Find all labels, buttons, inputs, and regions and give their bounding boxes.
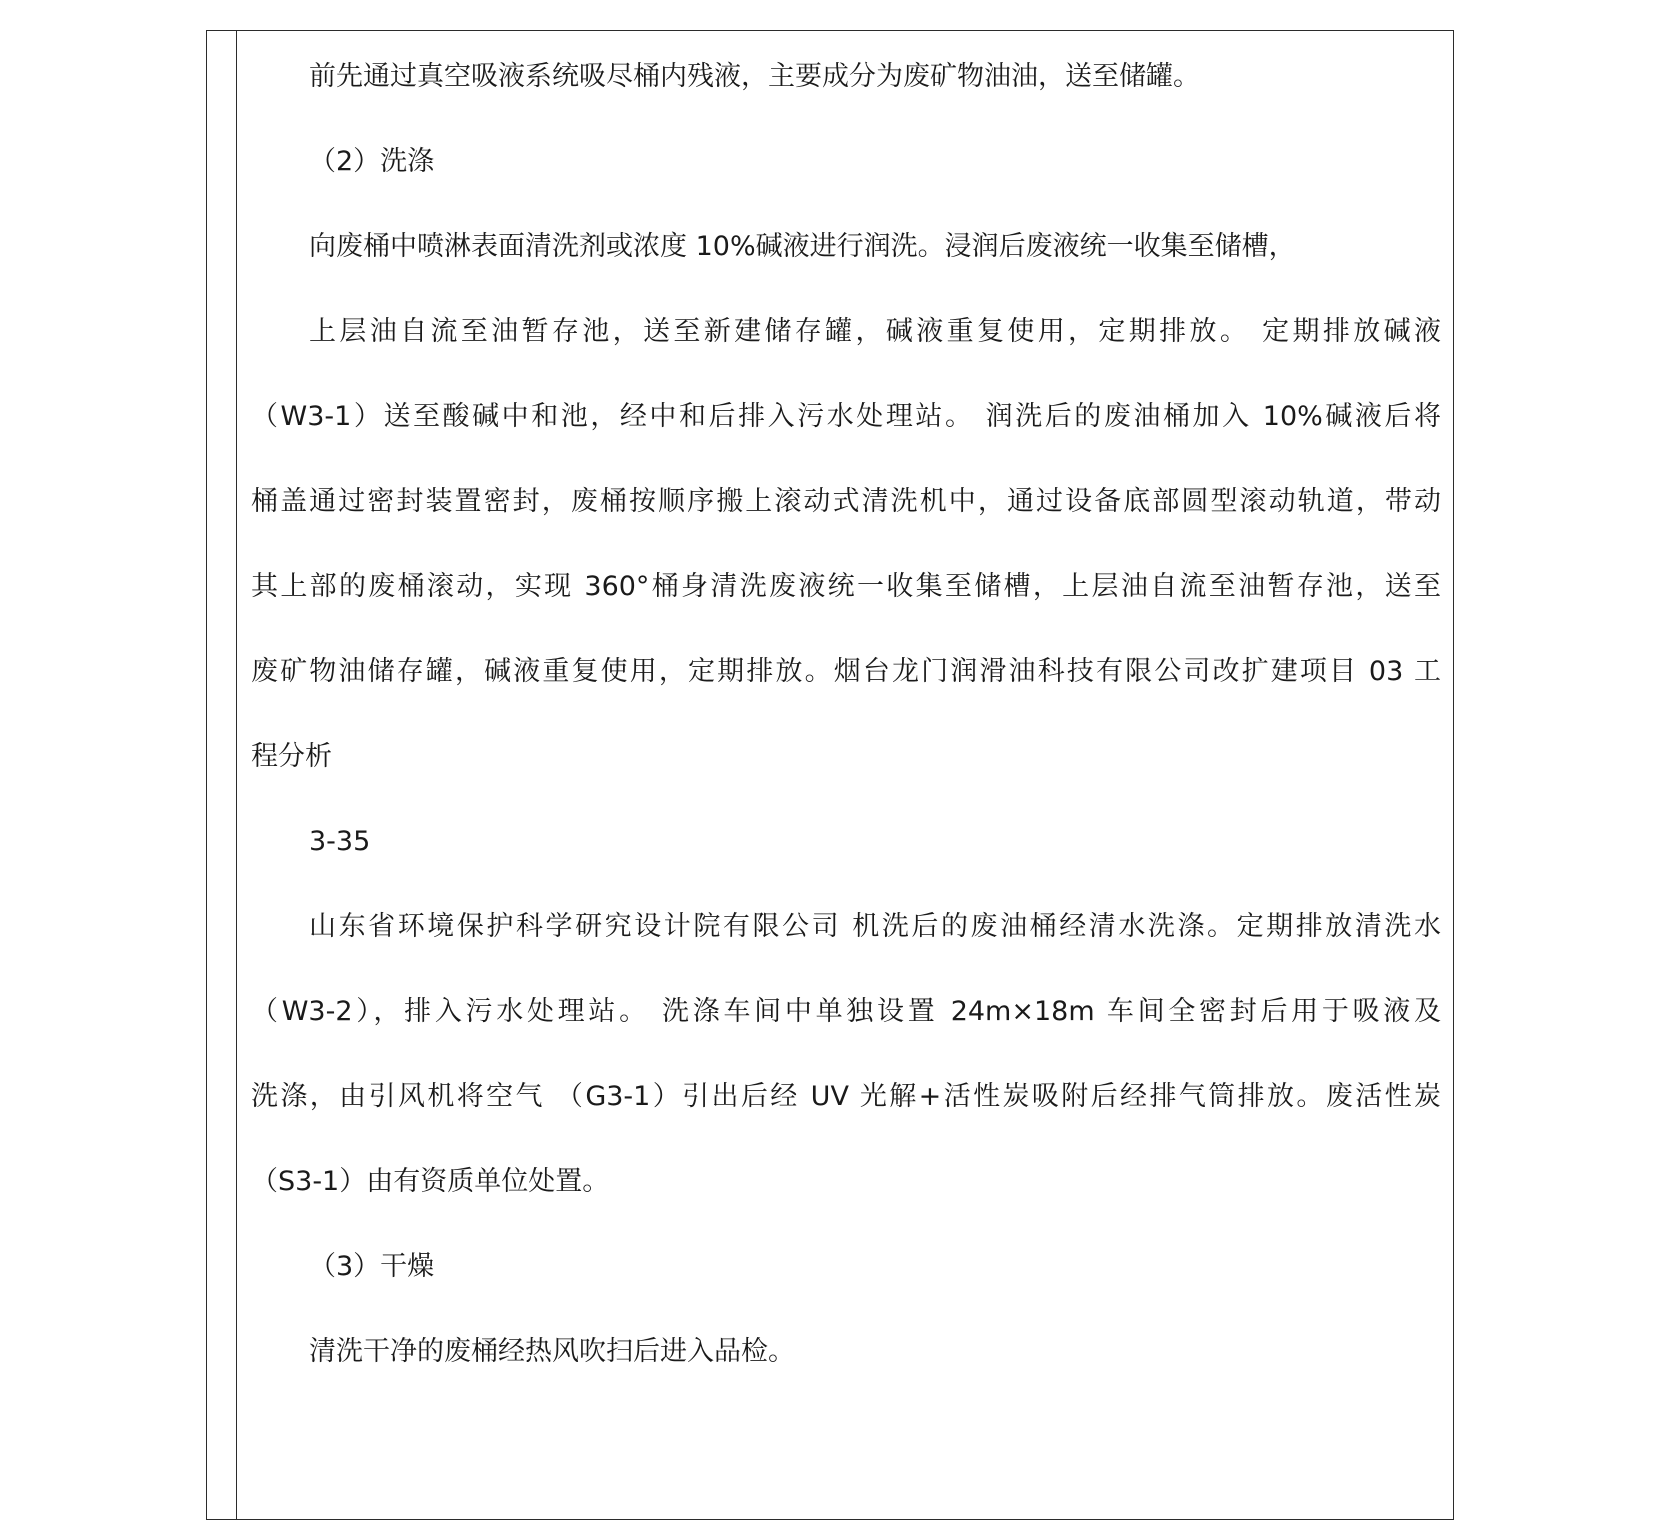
table-frame bbox=[206, 30, 1454, 1520]
paragraph-line: 清洗干净的废桶经热风吹扫后进入品检。 bbox=[309, 1336, 795, 1367]
paragraph-line: 桶盖通过密封装置密封，废桶按顺序搬上滚动式清洗机中，通过设备底部圆型滚动轨道，带动 bbox=[251, 486, 1441, 517]
paragraph-line: 向废桶中喷淋表面清洗剂或浓度 10%碱液进行润洗。浸润后废液统一收集至储槽， bbox=[309, 231, 1296, 262]
section-heading: （2）洗涤 bbox=[309, 146, 435, 177]
left-column bbox=[207, 31, 237, 1519]
paragraph-line: 上层油自流至油暂存池，送至新建储存罐，碱液重复使用，定期排放。 定期排放碱液 bbox=[309, 316, 1441, 347]
page-number: 3-35 bbox=[309, 826, 371, 857]
section-heading: （3）干燥 bbox=[309, 1251, 435, 1282]
paragraph-line: （S3-1）由有资质单位处置。 bbox=[251, 1166, 610, 1197]
paragraph-line: 洗涤，由引风机将空气 （G3-1）引出后经 UV 光解+活性炭吸附后经排气筒排放。废活性炭 bbox=[251, 1081, 1441, 1112]
content-cell bbox=[251, 31, 1441, 1519]
paragraph-line: 前先通过真空吸液系统吸尽桶内残液，主要成分为废矿物油油，送至储罐。 bbox=[309, 61, 1200, 92]
paragraph-line: （W3-2），排入污水处理站。 洗涤车间中单独设置 24m×18m 车间全密封后用于吸液及 bbox=[251, 996, 1441, 1027]
paragraph-line: 废矿物油储存罐，碱液重复使用，定期排放。烟台龙门润滑油科技有限公司改扩建项目 03 工 bbox=[251, 656, 1441, 687]
paragraph-line: 程分析 bbox=[251, 741, 332, 772]
paragraph-line: 其上部的废桶滚动，实现 360°桶身清洗废液统一收集至储槽，上层油自流至油暂存池，送至 bbox=[251, 571, 1441, 602]
paragraph-line: （W3-1）送至酸碱中和池，经中和后排入污水处理站。 润洗后的废油桶加入 10%碱液后将 bbox=[251, 401, 1441, 432]
paragraph-line: 山东省环境保护科学研究设计院有限公司 机洗后的废油桶经清水洗涤。定期排放清洗水 bbox=[309, 911, 1441, 942]
